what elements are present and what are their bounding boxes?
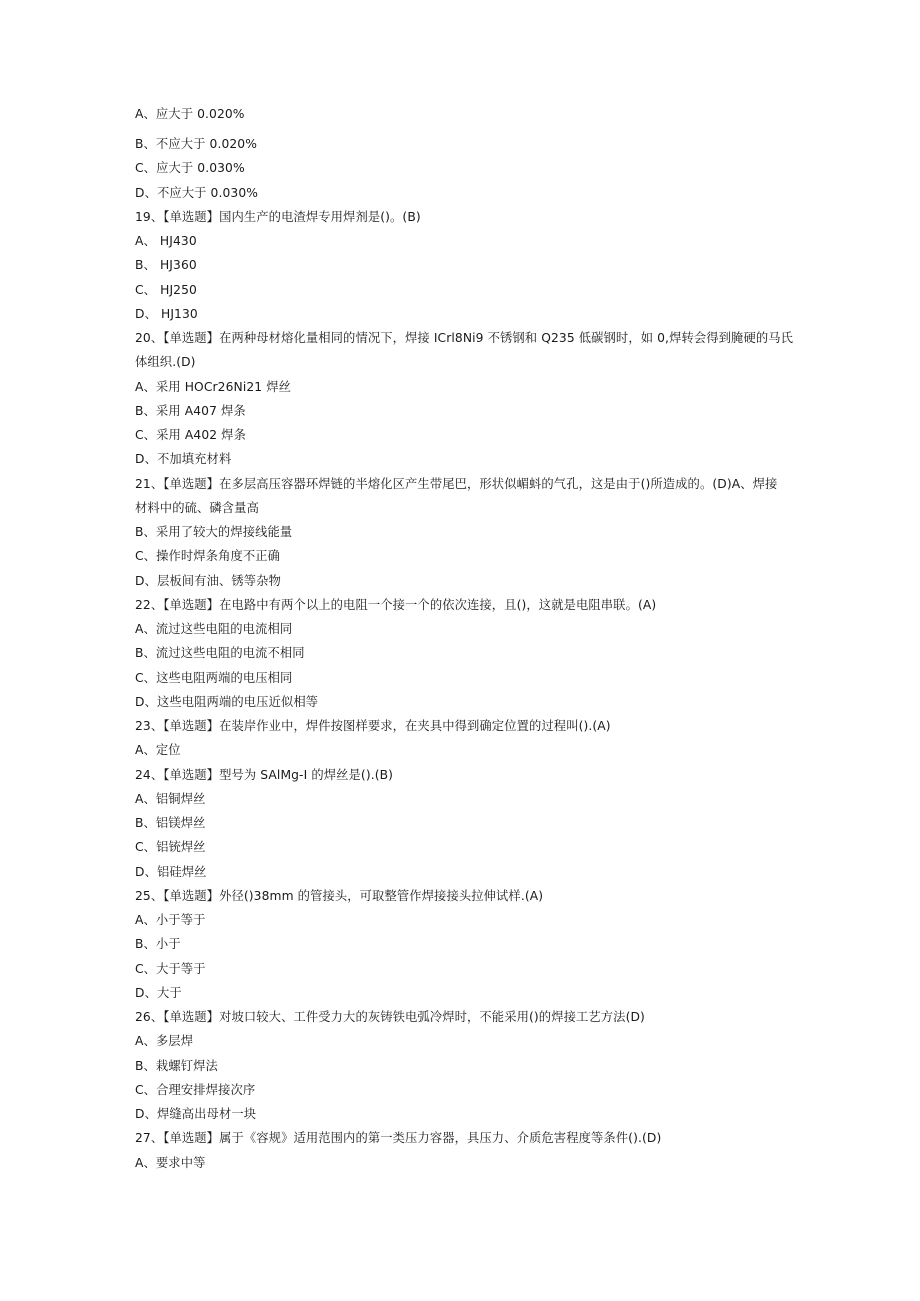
option-line: C、这些电阻两端的电压相同	[135, 670, 293, 685]
option-line: D、不加填充材料	[135, 452, 232, 467]
option-line: A、要求中等	[135, 1155, 206, 1170]
option-line: C、合理安排焊接次序	[135, 1082, 256, 1097]
option-line: B、 HJ360	[135, 258, 197, 273]
option-line: D、这些电阻两端的电压近似相等	[135, 694, 319, 709]
option-line: B、铝镁焊丝	[135, 816, 206, 830]
option-line: D、铝硅焊丝	[135, 864, 207, 879]
question-list	[135, 105, 794, 1178]
option-line: C、应大于 0.030%	[135, 161, 245, 176]
option-line: B、小于	[135, 937, 181, 952]
question-line: 22、【单选题】在电路中有两个以上的电阻一个接一个的依次连接，且()，这就是电阻串联。(A)	[135, 597, 657, 612]
option-line: A、铝铜焊丝	[135, 791, 206, 806]
option-line: A、流过这些电阻的电流相同	[135, 622, 293, 636]
question-line: 23、【单选题】在装岸作业中，焊件按图样要求，在夹具中得到确定位置的过程叫().(A)	[135, 719, 611, 733]
option-line: C、 HJ250	[135, 282, 197, 297]
option-line: C、铝铳焊丝	[135, 840, 206, 855]
question-line: 27、【单选题】属于《容规》适用范围内的第一类压力容器，具压力、介质危害程度等条件().(D)	[135, 1131, 662, 1146]
question-line-continued: 材料中的硫、磷含量高	[135, 500, 259, 515]
option-line: B、不应大于 0.020%	[135, 137, 258, 151]
option-line: C、采用 A402 焊条	[135, 428, 246, 442]
option-line: A、 HJ430	[135, 234, 197, 248]
question-line: 20、【单选题】在两种母材熔化量相同的情况下，焊接 ICrl8Ni9 不锈钢和 Q235 低碳钢时，如 0,焊转会得到腌硬的马氏	[135, 331, 794, 345]
option-line: B、栽螺钉焊法	[135, 1058, 218, 1073]
option-line: C、操作时焊条角度不正确	[135, 549, 281, 564]
question-line: 26、【单选题】对坡口较大、工件受力大的灰铸铁电弧冷焊时，不能采用()的焊接工艺方法(D)	[135, 1010, 645, 1024]
question-line: 25、【单选题】外径()38mm 的管接头，可取整管作焊接接头拉伸试样.(A)	[135, 888, 544, 903]
question-line: 19、【单选题】国内生产的电渣焊专用焊剂是()。(B)	[135, 209, 421, 224]
option-line: A、应大于 0.020%	[135, 107, 245, 121]
option-line: C、大于等于	[135, 961, 206, 976]
option-line: D、不应大于 0.030%	[135, 185, 259, 200]
option-line: B、采用 A407 焊条	[135, 403, 246, 418]
question-line: 24、【单选题】型号为 SAlMg-I 的焊丝是().(B)	[135, 767, 394, 782]
option-line: B、采用了较大的焊接线能量	[135, 525, 293, 539]
option-line: A、采用 HOCr26Ni21 焊丝	[135, 379, 291, 394]
option-line: D、 HJ130	[135, 306, 198, 321]
option-line: D、大于	[135, 985, 182, 1000]
option-line: B、流过这些电阻的电流不相同	[135, 646, 305, 661]
option-line: A、定位	[135, 743, 181, 758]
question-line: 21、【单选题】在多层高压容器环焊链的半熔化区产生带尾巴，形状似嵋蚪的气孔，这是由于()所造成的。(D)A、焊接	[135, 476, 778, 491]
option-line: D、焊缝高出母材一块	[135, 1107, 257, 1121]
question-line-continued: 体组织.(D)	[135, 355, 196, 370]
option-line: A、多层焊	[135, 1034, 194, 1049]
option-line: A、小于等于	[135, 913, 206, 927]
option-line: D、层板间有油、锈等杂物	[135, 573, 281, 588]
